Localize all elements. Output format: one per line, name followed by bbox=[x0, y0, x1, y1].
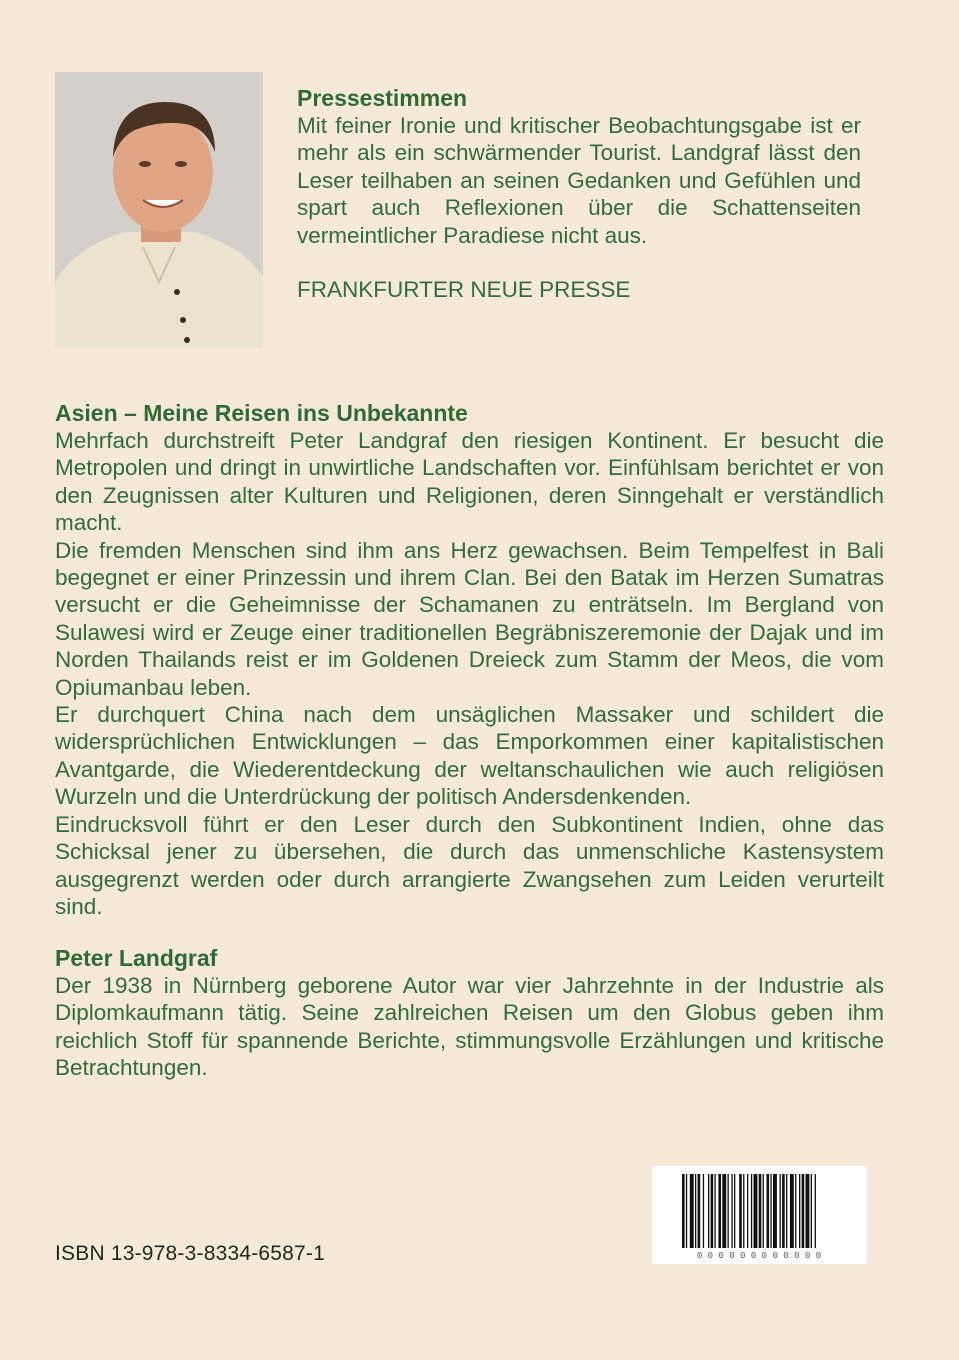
barcode-bar bbox=[802, 1174, 805, 1248]
barcode-bar bbox=[811, 1174, 812, 1248]
book-heading: Asien – Meine Reisen ins Unbekannte bbox=[55, 400, 468, 426]
book-paragraph: Er durchquert China nach dem unsäglichen Massaker und schildert die widersprüchlichen Entwicklungen – das Emporkommen einer kapitalistischen Avantgarde, die Wiederentdeckung der weltanschaulichen wie auch religiösen Wurzeln und die Unterdrückung der politisch Andersdenkenden. bbox=[55, 702, 884, 810]
book-paragraph: Die fremden Menschen sind ihm ans Herz gewachsen. Beim Tempelfest in Bali begegnet er einer Prinzessin und ihrem Clan. Bei den Batak im Herzen Sumatras versucht er die Geheimnisse der Schamanen zu enträtseln. Im Bergland von Sulawesi wird er Zeuge einer traditionellen Begräbniszeremonie der Dajak und im Norden Thailands reist er im Goldenen Dreieck zum Stamm der Meos, die vom Opiumanbau leben. bbox=[55, 537, 884, 700]
barcode-bar bbox=[754, 1174, 758, 1248]
barcode-bar bbox=[734, 1174, 735, 1248]
barcode-bar bbox=[786, 1174, 787, 1248]
barcode-bar bbox=[767, 1174, 770, 1248]
barcode-bar bbox=[747, 1174, 748, 1248]
barcode-bar bbox=[703, 1174, 704, 1248]
author-bio: Der 1938 in Nürnberg geborene Autor war vier Jahrzehnte in der Industrie als Diplomkaufmann tätig. Seine zahlreichen Reisen um den Globus geben ihm reichlich Stoff für spannende Berichte, stimmungsvolle Erzählungen und kritische Betrachtungen. bbox=[55, 973, 884, 1081]
author-heading: Peter Landgraf bbox=[55, 945, 218, 971]
barcode-bar bbox=[722, 1174, 726, 1248]
barcode-bar bbox=[686, 1174, 687, 1248]
barcode-bar bbox=[782, 1174, 785, 1248]
barcode-bar bbox=[763, 1174, 764, 1248]
barcode-bar bbox=[695, 1174, 696, 1248]
barcode-bars bbox=[682, 1174, 816, 1248]
barcode-bar bbox=[795, 1174, 796, 1248]
press-section bbox=[297, 84, 861, 303]
barcode-bar bbox=[799, 1174, 800, 1248]
barcode-bar bbox=[790, 1174, 794, 1248]
book-description bbox=[55, 399, 884, 920]
barcode-bar bbox=[731, 1174, 732, 1248]
barcode-bar bbox=[715, 1174, 716, 1248]
book-paragraph: Mehrfach durchstreift Peter Landgraf den riesigen Kontinent. Er besucht die Metropolen und dringt in unwirtliche Landschaften vor. Einfühlsam berichtet er von den Zeugnissen alter Kulturen und Religionen, deren Sinngehalt er verständlich macht. bbox=[55, 428, 884, 536]
barcode-bar bbox=[780, 1174, 781, 1248]
barcode-bar bbox=[739, 1174, 742, 1248]
barcode-bar bbox=[698, 1174, 701, 1248]
barcode-bar bbox=[708, 1174, 709, 1248]
barcode-bar bbox=[728, 1174, 729, 1248]
barcode-digits: 0 0 0 0 0 0 0 0 0 0 0 0 bbox=[696, 1251, 822, 1261]
barcode-bar bbox=[815, 1174, 816, 1248]
barcode-bar bbox=[759, 1174, 762, 1248]
barcode-bar bbox=[743, 1174, 744, 1248]
press-quote: Mit feiner Ironie und kritischer Beobachtungsgabe ist er mehr als ein schwärmender Tourist. Landgraf lässt den Leser teilhaben an seinen Gedanken und Gefühlen und spart auch Reflexionen über die Schattenseiten vermeintlicher Paradiese nicht aus. bbox=[297, 113, 861, 248]
author-bio-section bbox=[55, 944, 884, 1082]
press-source: FRANKFURTER NEUE PRESSE bbox=[297, 277, 631, 303]
barcode-bar bbox=[806, 1174, 810, 1248]
barcode-bar bbox=[773, 1174, 777, 1248]
barcode bbox=[652, 1166, 867, 1264]
barcode-bar bbox=[711, 1174, 714, 1248]
book-paragraph: Eindrucksvoll führt er den Leser durch den Subkontinent Indien, ohne das Schicksal jener zu übersehen, die durch das unmenschliche Kastensystem ausgegrenzt werden oder durch arrangierte Zwangsehen zum Leiden verurteilt sind. bbox=[55, 811, 884, 919]
barcode-bar bbox=[682, 1174, 685, 1248]
barcode-bar bbox=[751, 1174, 752, 1248]
press-heading: Pressestimmen bbox=[297, 85, 468, 111]
author-photo bbox=[55, 72, 263, 348]
barcode-bar bbox=[690, 1174, 694, 1248]
barcode-bar bbox=[770, 1174, 771, 1248]
barcode-bar bbox=[718, 1174, 721, 1248]
isbn-number: ISBN 13-978-3-8334-6587-1 bbox=[55, 1242, 326, 1265]
